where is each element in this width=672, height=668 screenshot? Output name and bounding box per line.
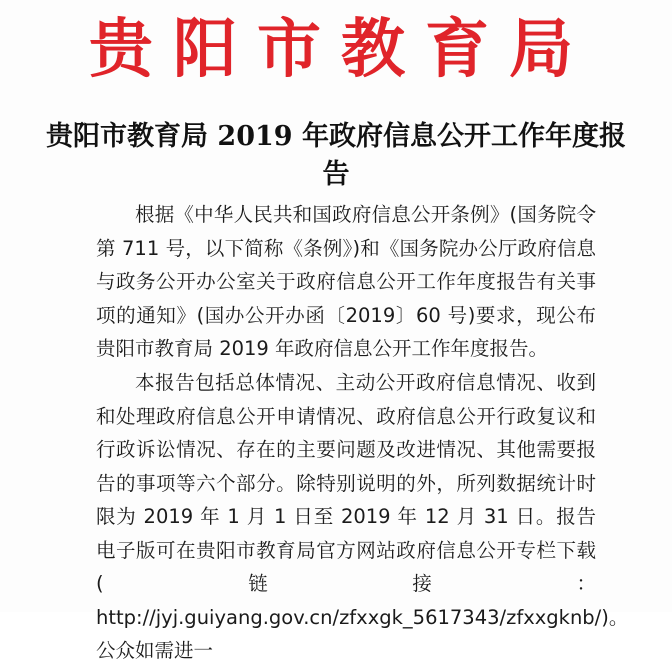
masthead-org-name: 贵阳市教育局: [89, 12, 593, 87]
paragraph-report-scope: 本报告包括总体情况、主动公开政府信息情况、收到和处理政府信息公开申请情况、政府信息公开行政复议和行政诉讼情况、存在的主要问题及改进情况、其他需要报告的事项等六个部分。除特别说明的外，所列数据统计时限为 2019 年 1 月 1 日至 2019 年 12 月 31 日。报告电子版可在贵阳市教育局官方网站政府信息公开专栏下载(链接：http://jyj.guiyang.gov.cn/zfxxgk_5617343/zfxxgknb/)。公众如需进一: [96, 371, 629, 662]
document-title: 贵阳市教育局 2019 年政府信息公开工作年度报告: [46, 121, 626, 190]
paragraph-legal-basis: 根据《中华人民共和国政府信息公开条例》(国务院令第 711 号，以下简称《条例》)和《国务院办公厅政府信息与政务公开办公室关于政府信息公开工作年度报告有关事项的通知》(国办公开办函〔2019〕60 号)要求，现公布贵阳市教育局 2019 年政府信息公开工作年度报告。: [96, 203, 596, 360]
